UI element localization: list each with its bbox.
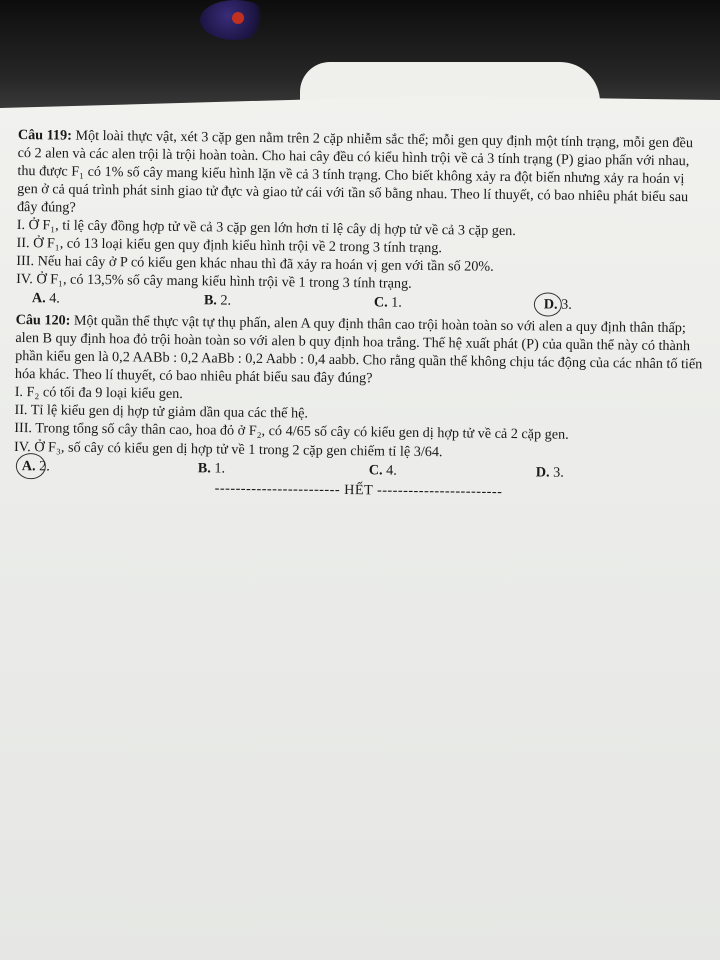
- choice-b[interactable]: B. 1.: [197, 459, 226, 477]
- question-120-statement-4: IV. Ở F₃, số cây có kiểu gen dị hợp tử về 1 trong 2 cặp gen chiếm tỉ lệ 3/64.: [13, 438, 443, 460]
- question-119-statement-3: III. Nếu hai cây ở P có kiểu gen khác nhau thì đã xảy ra hoán vị gen với tần số 20%.: [16, 253, 494, 276]
- question-119-statement-4: IV. Ở F₁, có 13,5% số cây mang kiểu hình trội về 1 trong 3 tính trạng.: [16, 271, 412, 293]
- choice-d[interactable]: D. 3.: [535, 463, 564, 481]
- handwritten-circle-mark: [16, 453, 46, 479]
- choice-b[interactable]: B. 2.: [203, 292, 232, 309]
- choice-d[interactable]: D. 3.: [543, 296, 572, 314]
- background-object: [232, 12, 244, 24]
- question-120-statement-2: II. Tỉ lệ kiểu gen dị hợp tử giảm dần qua các thế hệ.: [14, 402, 309, 423]
- question-120: [13, 311, 705, 503]
- question-120-label: Câu 120:: [15, 312, 71, 329]
- question-120-stem: [15, 311, 706, 392]
- question-119-statement-2: II. Ở F₁, có 13 loại kiểu gen quy định kiểu hình trội về 2 trong 3 tính trạng.: [16, 235, 443, 257]
- end-marker: ------------------------ HẾT ------------------------: [214, 479, 503, 500]
- question-119-text: Một loài thực vật, xét 3 cặp gen nằm trên 2 cặp nhiễm sắc thể; mỗi gen quy định một tính trạng, mỗi gen đều có 2 alen và các alen trội là trội hoàn toàn. Cho hai cây đều có kiểu hình trội về cả 3 tính trạng (P) giao phấn với nhau, thu được F₁ có 1% số cây mang kiểu hình lặn về cả 3 tính trạng. Cho biết không xảy ra đột biến nhưng xảy ra hoán vị gen ở cả quá trình phát sinh giao tử đực và giao tử cái với tần số bằng nhau. Theo lí thuyết, có bao nhiêu phát biểu sau đây đúng?: [16, 127, 694, 216]
- exam-content: [13, 126, 707, 503]
- choice-c[interactable]: C. 4.: [368, 461, 397, 479]
- choice-c[interactable]: C. 1.: [373, 294, 402, 311]
- question-119-label: Câu 119:: [17, 126, 72, 144]
- choice-a[interactable]: A. 2.: [21, 457, 50, 474]
- question-119: [16, 126, 708, 318]
- question-119-stem: [17, 126, 708, 225]
- question-120-statement-1: I. F₂ có tối đa 9 loại kiểu gen.: [14, 384, 183, 403]
- question-120-statement-3: III. Trong tổng số cây thân cao, hoa đỏ ở F₂, có 4/65 số cây có kiểu gen dị hợp tử về cả 2 cặp gen.: [14, 420, 569, 444]
- question-119-statement-1: I. Ở F₁, tỉ lệ cây đồng hợp tử về cả 3 cặp gen lớn hơn tỉ lệ cây dị hợp tử về cả 3 cặp gen.: [16, 217, 516, 240]
- question-120-text: Một quần thể thực vật tự thụ phấn, alen A quy định thân cao trội hoàn toàn so với alen a quy định thân thấp; alen B quy định hoa đỏ trội hoàn toàn so với alen b quy định hoa trắng. Thế hệ xuất phát (P) của quần thể này có thành phần kiểu gen là 0,2 AABb : 0,2 AaBb : 0,2 Aabb : 0,4 aabb. Cho rằng quần thể không chịu tác động của các nhân tố tiến hóa khác. Theo lí thuyết, có bao nhiêu phát biểu sau đây đúng?: [14, 312, 703, 387]
- choice-a[interactable]: A. 4.: [31, 290, 60, 307]
